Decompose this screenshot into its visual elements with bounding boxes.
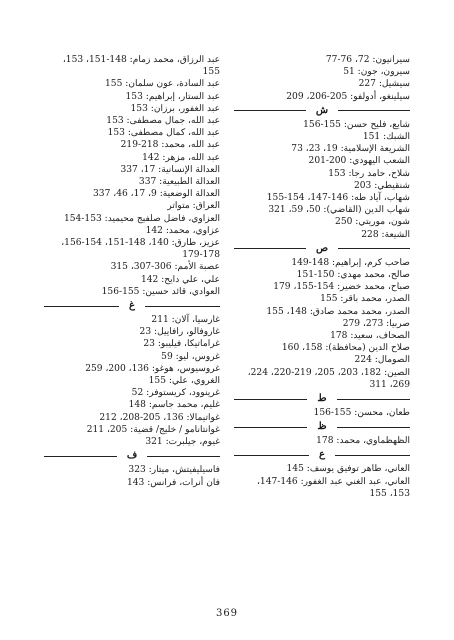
- divider-line: [234, 110, 306, 111]
- index-entry: طعان، محسن: 155-156: [313, 408, 410, 419]
- index-entry: عبد الله، كمال مصطفى: 153: [107, 128, 220, 139]
- index-entry: العوادي، قائد حسين: 155-156: [101, 286, 220, 297]
- index-entry: العاني، عبد الغني عبد الغفور: 146-147، 153، 155: [256, 476, 410, 499]
- section-letter: ظ: [317, 421, 327, 433]
- section-letter-divider: [44, 449, 220, 463]
- index-entry: الشعب اليهودي: 200-201: [308, 156, 410, 167]
- index-entry: غوانتانامو / خليج/ قضية: 205، 211: [86, 424, 220, 435]
- index-entry: عصبة الأمم: 306-307، 315: [110, 262, 220, 273]
- index-entry: صاحب كرم، إبراهيم: 148-149: [291, 257, 410, 268]
- section-letter-divider: [44, 299, 220, 313]
- index-entry: صباح، محمد خضير: 154-155، 179: [273, 282, 410, 293]
- index-entry: عبد الله، مزهر: 142: [142, 152, 220, 163]
- index-entry: شهاب الدين (القاضي): 50، 59، 321: [268, 205, 410, 216]
- index-entry: عبد السادة، عون سلمان: 155: [105, 79, 220, 90]
- index-entry: العراق: متواتر: [167, 201, 220, 212]
- index-entry: شهاب، آياد طه: 146-147، 154-155: [266, 193, 410, 204]
- index-entry: الصومال: 224: [354, 355, 410, 366]
- index-entry: غراماتيكا، فيليبو: 23: [143, 339, 220, 350]
- section-letter-divider: [234, 392, 410, 406]
- index-entry: سيلينغو، أدولفو: 205-206، 209: [286, 91, 410, 102]
- index-entry: غرينوود، كريستوفر: 52: [131, 388, 220, 399]
- divider-line: [234, 248, 306, 249]
- index-entry: الصدر، محمد باقر: 155: [320, 294, 410, 305]
- index-entry: شايع، فليح حسن: 155-156: [303, 119, 410, 130]
- index-entry: العزاوي، فاضل صلفيج محيميد: 153-154: [63, 213, 220, 224]
- index-entry: العدالة الوضعية: 9، 17، 46، 337: [93, 189, 220, 200]
- divider-line: [147, 456, 220, 457]
- divider-line: [338, 110, 410, 111]
- section-letter: ش: [315, 104, 329, 116]
- index-entry: شلاح، حامد رجا: 153: [328, 168, 410, 179]
- divider-line: [338, 248, 410, 249]
- index-entry: غارسيا، آلان: 211: [151, 315, 220, 326]
- index-entry: عبد الغفور، برزان: 153: [130, 103, 220, 114]
- index-entry: العدالة الطبيعية: 337: [138, 177, 220, 188]
- section-letter-divider: [234, 242, 410, 256]
- divider-line: [337, 427, 410, 428]
- index-entry: الظهظماوي، محمد: 178: [316, 436, 410, 447]
- index-entry: عبد الرزاق، محمد زمام: 148-151، 153، 155: [62, 55, 220, 78]
- section-letter-divider: [234, 104, 410, 118]
- index-column-right: [234, 54, 410, 500]
- index-entry: عبد الستار، إبراهيم: 153: [125, 91, 220, 102]
- index-entry: عبد الله، محمد: 218-219: [120, 140, 220, 151]
- index-entry: العاني، طاهر توفيق يوسف: 145: [286, 464, 410, 475]
- section-letter-divider: [234, 448, 410, 462]
- index-entry: شون، موريتي: 250: [335, 217, 410, 228]
- index-entry: غروس، ليو: 59: [161, 351, 220, 362]
- divider-line: [234, 399, 307, 400]
- section-letter: غ: [129, 299, 135, 311]
- index-entry: غليم، محمد جاسم: 148: [128, 400, 220, 411]
- index-entry: عبد الله، جمال مصطفى: 153: [106, 116, 220, 127]
- divider-line: [337, 399, 410, 400]
- index-entry: صلاح الدين (محافظة): 158، 160: [281, 343, 410, 354]
- page-number: 369: [215, 608, 239, 619]
- section-letter: ع: [319, 449, 325, 461]
- index-entry: فان أنرات، فرانس: 143: [126, 477, 220, 488]
- index-entry: الشيعة: 228: [361, 229, 410, 240]
- index-column-left: [44, 54, 220, 489]
- divider-line: [44, 456, 117, 457]
- index-entry: الشريعة الإسلامية: 19، 23، 73: [291, 144, 410, 155]
- section-letter: ص: [315, 242, 329, 254]
- section-letter-divider: [234, 420, 410, 434]
- index-entry: العدالة الإنسانية: 17، 337: [120, 164, 220, 175]
- index-entry: فاسيليفيتش، ميتار: 323: [128, 465, 220, 476]
- index-entry: سيشيل: 227: [358, 79, 410, 90]
- index-entry: غروسيوس، هوغو: 136، 200، 259: [85, 363, 220, 374]
- index-entry: علي، علي دايح: 142: [140, 274, 220, 285]
- index-entry: عزاوي، محمد: 142: [145, 225, 220, 236]
- index-entry: شنقيطي: 203: [353, 180, 410, 191]
- section-letter: ف: [126, 450, 138, 462]
- index-entry: غاروفالو، رافاييل: 23: [139, 327, 220, 338]
- index-entry: الصين: 182، 203، 205، 219-220، 224، 269، 311: [247, 367, 410, 390]
- divider-line: [234, 455, 309, 456]
- index-entry: غواتيمالا: 136، 205-208، 212: [99, 412, 220, 423]
- divider-line: [145, 306, 220, 307]
- index-entry: سيرون، جون: 51: [343, 67, 410, 78]
- index-entry: الغروي، علي: 155: [148, 376, 220, 387]
- index-entry: الشبك: 151: [362, 132, 410, 143]
- index-entry: صالح، محمد مهدي: 150-151: [296, 270, 410, 281]
- index-entry: غيوم، جيلبرت: 321: [145, 437, 220, 448]
- divider-line: [44, 306, 119, 307]
- index-entry: عزيز، طارق: 140، 148-151، 154-156، 178-179: [61, 238, 220, 261]
- index-entry: الصدر، محمد محمد صادق: 148، 155: [266, 306, 410, 317]
- section-letter: ط: [317, 392, 327, 404]
- divider-line: [234, 427, 307, 428]
- index-entry: صربيا: 273، 279: [342, 318, 410, 329]
- index-entry: الصحاف، سعيد: 178: [330, 331, 410, 342]
- divider-line: [335, 455, 410, 456]
- index-entry: سيرانيون: 72، 76-77: [325, 55, 410, 65]
